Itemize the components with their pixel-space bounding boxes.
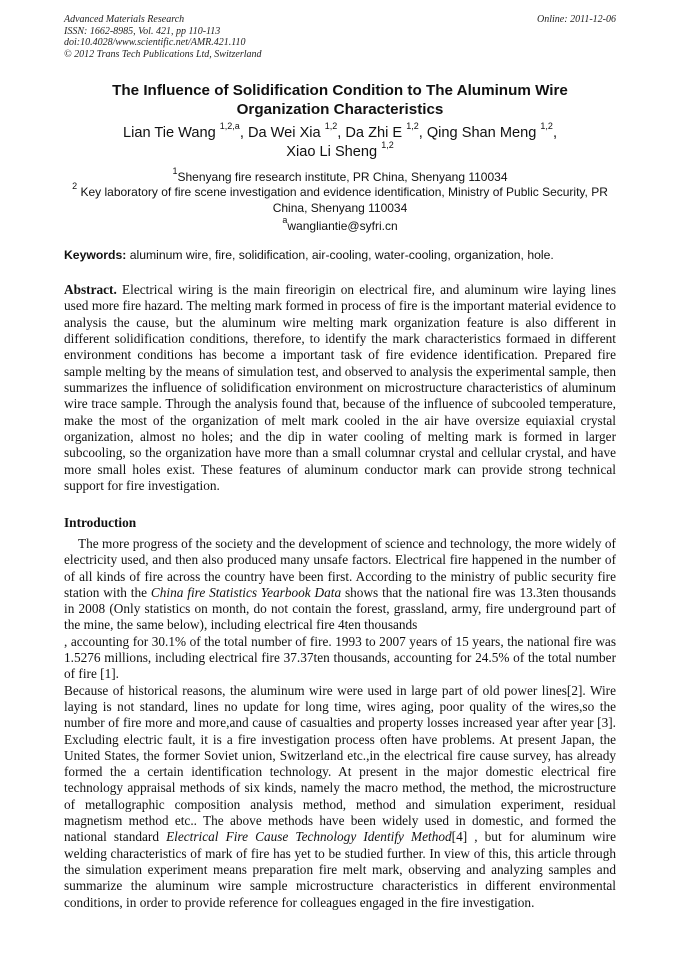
abstract-text: Electrical wiring is the main fireorigin on electrical fire, and aluminum wire laying lines used more fire hazard. The melting mark formed in process of fire is the important material evidence to analysis the cause, but the aluminum wire melting mark organization feature is also different in different solidification conditions, therefore, to identify the mark characteristics formaed in different environment conditions has become a important task of fire evidence identification. Prepared fire sample melting by the means of simulation test, and observed to analysis the experimental sample, then summarizes the influence of solidification environment on microstructure characteristics of aluminum wire trace sample. Through the analysis found that, because of the influence of subcooled temperature, make the most of the organization of melt mark cooled in the air have oversize equiaxial crystal organization, almost no holes; and the dip in water cooling of melting mark is formed in larger subcooling, so the organization have more than a small columnar crystal and cellular crystal, and have more small holes exist. These features of aluminum conductor mark can provide strong technical support for fire investigation. (64, 282, 616, 494)
paragraph-3-text-a: Because of historical reasons, the aluminum wire were used in large part of old power lines[2]. Wire laying is not standard, lines no update for long time, wires aging, poor quality of the wires,so the number of fire more and more,and cause of casualties and property losses increased year after year [3]. Excluding electric fault, it is a fire investigation process often have problems. At present Japan, the United States, the former Soviet union, Switzerland etc.,in the electrical fire cause survey, has already formed the a certain identification technology. At present in the major domestic electrical fire technology appraisal methods of six kinds, namely the macro method, the method, the microstructure of metallographic composition analysis method, method and simulation experiment, residual magnetism method etc.. The above methods have been widely used in domestic, and formed the national standard (64, 682, 616, 845)
affiliation-2-mark: 2 (72, 181, 78, 191)
paper-title (64, 81, 616, 119)
paragraph-1 (64, 536, 616, 634)
author-name: Xiao Li Sheng (286, 144, 378, 160)
author-affiliation-mark: 1,2 (406, 121, 419, 132)
author-affiliation-mark: 1,2 (381, 140, 394, 151)
email-mark: a (282, 215, 288, 225)
introduction-body (64, 536, 616, 911)
paragraph-3 (64, 683, 616, 911)
journal-name: Advanced Materials Research (64, 14, 185, 25)
doi: doi:10.4028/www.scientific.net/AMR.421.110 (64, 37, 246, 49)
section-heading-introduction: Introduction (64, 515, 137, 530)
author-affiliation-mark: 1,2 (324, 121, 338, 132)
keywords-text: aluminum wire, fire, solidification, air-cooling, water-cooling, organization, hole. (129, 248, 554, 262)
title-line-1: The Influence of Solidification Condition to The Aluminum Wire (112, 82, 568, 99)
title-line-2: Organization Characteristics (236, 101, 444, 118)
copyright: © 2012 Trans Tech Publications Ltd, Switzerland (64, 48, 262, 60)
paragraph-2: , accounting for 30.1% of the total number of fire. 1993 to 2007 years of 15 years, the national fire was 1.5276 millions, including electrical fire 37.37ten thousands, accounting for 24.5% of the total number of fire [1]. (64, 633, 616, 682)
paragraph-1-italic: China fire Statistics Yearbook Data (150, 584, 342, 600)
author-affiliation-mark: 1,2 (540, 121, 553, 132)
paragraph-3-text-b: [4] , but for aluminum wire welding characteristics of mark of fire has yet to be studied further. In view of this, this article through the simulation experiment means preparation fire melt mark, observing and analyzing samples and summarize the aluminum wire sample microstructure characteristics in different environmental conditions, in order to provide reference for colleagues engaged in the fire investigation. (64, 829, 616, 910)
author-separator: , (552, 125, 557, 141)
paragraph-1-text-a: The more progress of the society and the development of science and technology, the more widely of electricity used, and then also produced many unsafe factors. Electrical fire happened in the number of of all kinds of fire across the country have been first. According to the ministry of public security fire station with the (64, 536, 616, 600)
online-date: Online: 2011-12-06 (537, 14, 616, 25)
author-name: Da Wei Xia (247, 125, 321, 141)
author-separator: , (418, 125, 427, 141)
author-list (64, 121, 616, 162)
abstract (64, 282, 616, 494)
affiliation-2 (64, 181, 616, 216)
affiliation-1-text: Shenyang fire research institute, PR China, Shenyang 110034 (177, 170, 508, 184)
author-separator: , (239, 125, 248, 141)
journal-header (64, 14, 616, 60)
issn: ISSN: 1662-8985, Vol. 421, pp 110-113 (64, 25, 221, 37)
affiliation-2-text: Key laboratory of fire scene investigation and evidence identification, Ministry of Public Security, PR China, Shenyang 110034 (80, 185, 608, 215)
affiliation-1-mark: 1 (172, 166, 178, 176)
paragraph-3-italic: Electrical Fire Cause Technology Identify Method (166, 829, 452, 845)
affiliation-1 (64, 166, 616, 186)
author-name: Lian Tie Wang (122, 125, 216, 141)
author-affiliation-mark: 1,2,a (219, 121, 240, 132)
author-name: Qing Shan Meng (426, 125, 537, 141)
author-email (64, 215, 616, 235)
author-name: Da Zhi E (345, 125, 403, 141)
author-separator: , (337, 125, 346, 141)
keywords-label: Keywords: (64, 248, 127, 262)
email-address: wangliantie@syfri.cn (287, 219, 398, 233)
keywords (64, 248, 616, 263)
paragraph-1-text-b: shows that the national fire was 13.3ten thousands in 2008 (Only statistics on month, do not contain the forest, grassland, army, fire underground part of the mine, the same below), including electrical fire 4ten thousands (64, 584, 616, 633)
abstract-label: Abstract. (64, 282, 117, 297)
